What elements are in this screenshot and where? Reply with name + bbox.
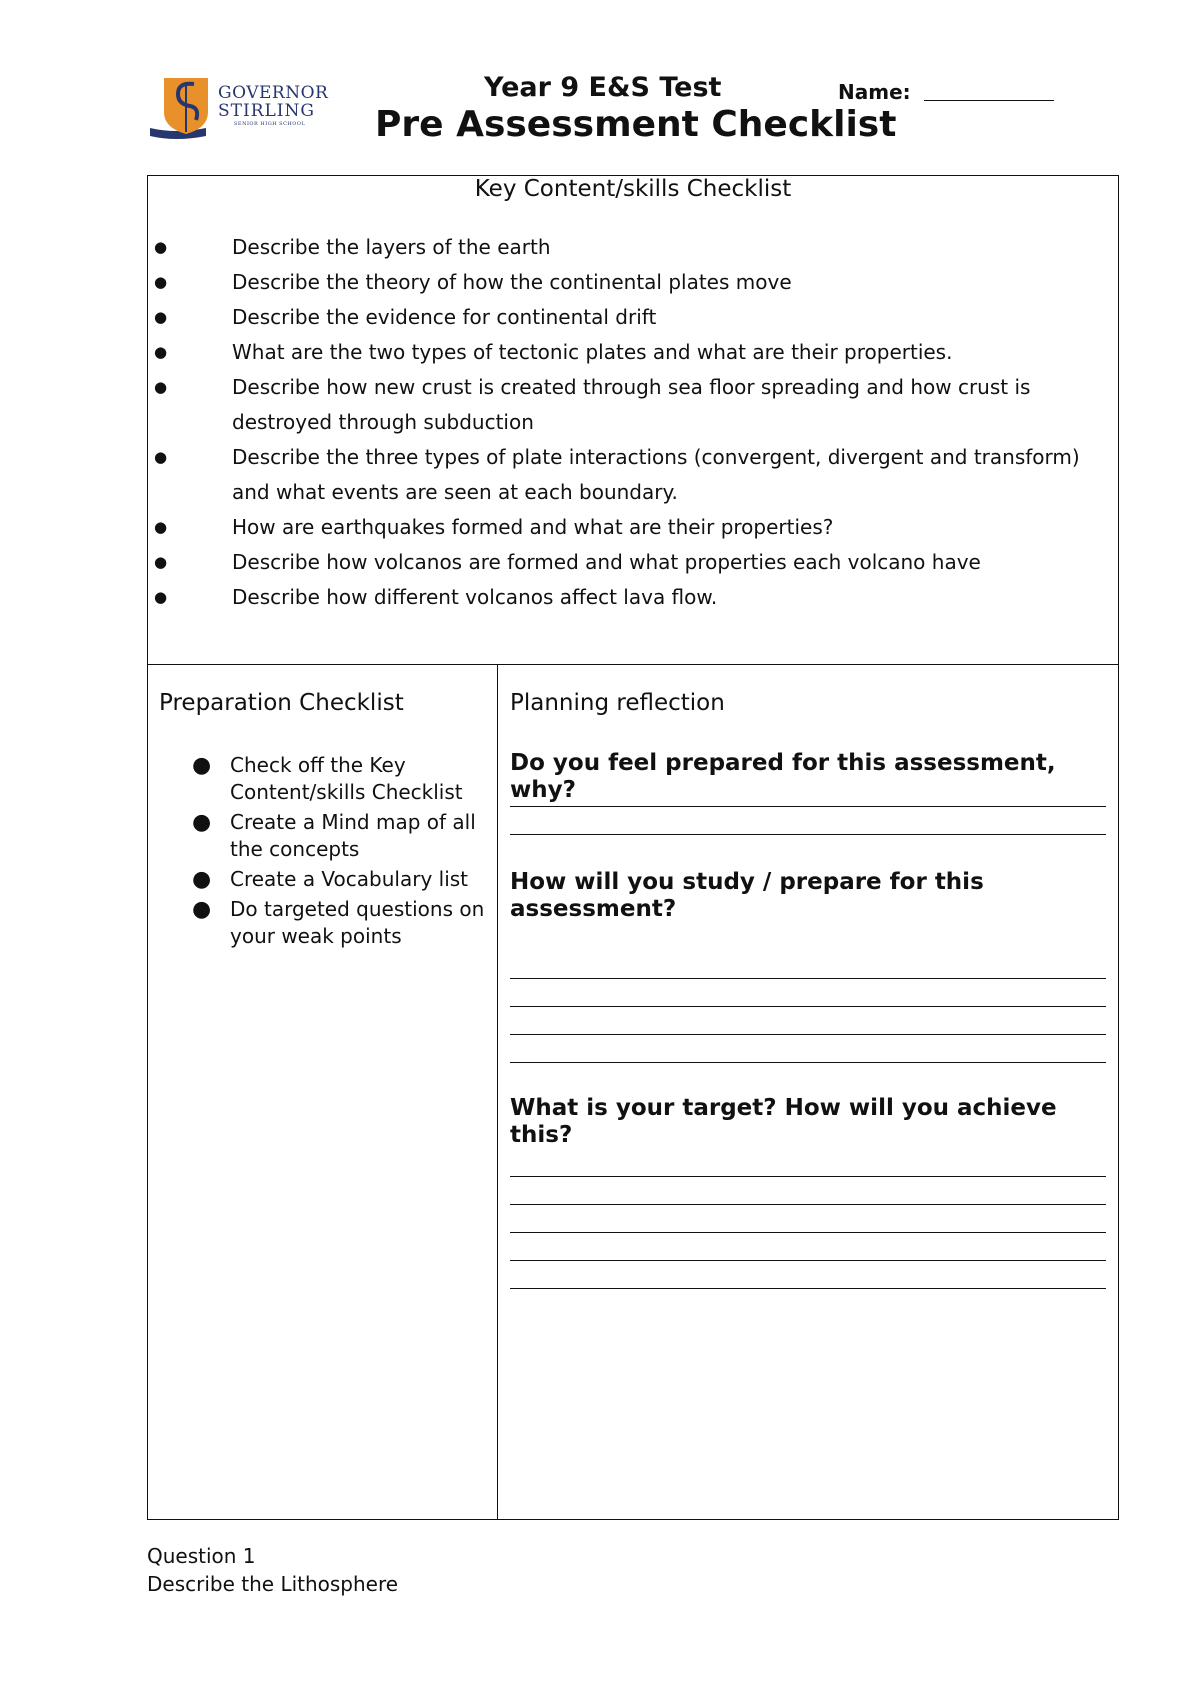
answer-line[interactable] xyxy=(510,834,1106,835)
answer-line[interactable] xyxy=(510,1176,1106,1177)
question-text: Describe the Lithosphere xyxy=(147,1572,399,1596)
list-item: ● Do targeted questions on your weak points xyxy=(192,897,485,948)
key-content-list xyxy=(150,230,1100,615)
question-prepared: Do you feel prepared for this assessment, why? xyxy=(510,750,1056,803)
answer-line[interactable] xyxy=(510,1260,1106,1261)
question-label: Question 1 xyxy=(147,1544,256,1568)
bullet-icon: ● xyxy=(192,810,212,835)
list-item: ● What are the two types of tectonic plates and what are their properties. xyxy=(150,335,1100,370)
list-item: ● Describe how new crust is created through sea floor spreading and how crust is destroyed through subduction xyxy=(150,370,1100,440)
bullet-icon: ● xyxy=(154,378,168,396)
list-item: ● Describe the evidence for continental drift xyxy=(150,300,1100,335)
bullet-icon: ● xyxy=(154,518,168,536)
answer-line[interactable] xyxy=(510,1288,1106,1289)
answer-line[interactable] xyxy=(510,1006,1106,1007)
key-content-title: Key Content/skills Checklist xyxy=(474,176,792,202)
question-target: What is your target? How will you achieve this? xyxy=(510,1095,1057,1148)
preparation-list xyxy=(186,752,486,953)
bullet-icon: ● xyxy=(192,897,212,922)
bullet-icon: ● xyxy=(154,273,168,291)
bullet-icon: ● xyxy=(154,343,168,361)
question-study: How will you study / prepare for this assessment? xyxy=(510,869,984,922)
page-title: Pre Assessment Checklist xyxy=(375,104,897,145)
list-item: ● Describe how volcanos are formed and what properties each volcano have xyxy=(150,545,1100,580)
list-item: ● Check off the Key Content/skills Checklist xyxy=(192,753,463,804)
list-item: ● How are earthquakes formed and what are their properties? xyxy=(150,510,1100,545)
name-label: Name: xyxy=(838,80,911,104)
answer-line[interactable] xyxy=(510,1034,1106,1035)
list-item: ● Create a Mind map of all the concepts xyxy=(192,810,476,861)
answer-line[interactable] xyxy=(510,1204,1106,1205)
name-field-line[interactable] xyxy=(924,100,1054,101)
bullet-icon: ● xyxy=(154,553,168,571)
school-logo-text: GOVERNOR STIRLING SENIOR HIGH SCHOOL xyxy=(218,83,329,127)
preparation-title: Preparation Checklist xyxy=(159,690,404,716)
list-item: ● Describe how different volcanos affect lava flow. xyxy=(150,580,1100,615)
table-divider-vertical xyxy=(497,664,498,1520)
answer-line[interactable] xyxy=(510,978,1106,979)
bullet-icon: ● xyxy=(192,753,212,778)
test-subtitle: Year 9 E&S Test xyxy=(484,72,722,103)
answer-line[interactable] xyxy=(510,806,1106,807)
answer-line[interactable] xyxy=(510,1062,1106,1063)
bullet-icon: ● xyxy=(154,238,168,256)
bullet-icon: ● xyxy=(154,448,168,466)
list-item: ● Describe the three types of plate interactions (convergent, divergent and transform) and what events are seen at each boundary. xyxy=(150,440,1100,510)
list-item: ● Create a Vocabulary list xyxy=(192,867,469,892)
answer-line[interactable] xyxy=(510,1232,1106,1233)
list-item: ● Describe the layers of the earth xyxy=(150,230,1100,265)
footer-question xyxy=(147,1542,398,1598)
list-item: ● Describe the theory of how the continental plates move xyxy=(150,265,1100,300)
planning-title: Planning reflection xyxy=(510,690,725,716)
bullet-icon: ● xyxy=(192,867,212,892)
bullet-icon: ● xyxy=(154,308,168,326)
table-divider-horizontal xyxy=(147,664,1119,665)
bullet-icon: ● xyxy=(154,588,168,606)
